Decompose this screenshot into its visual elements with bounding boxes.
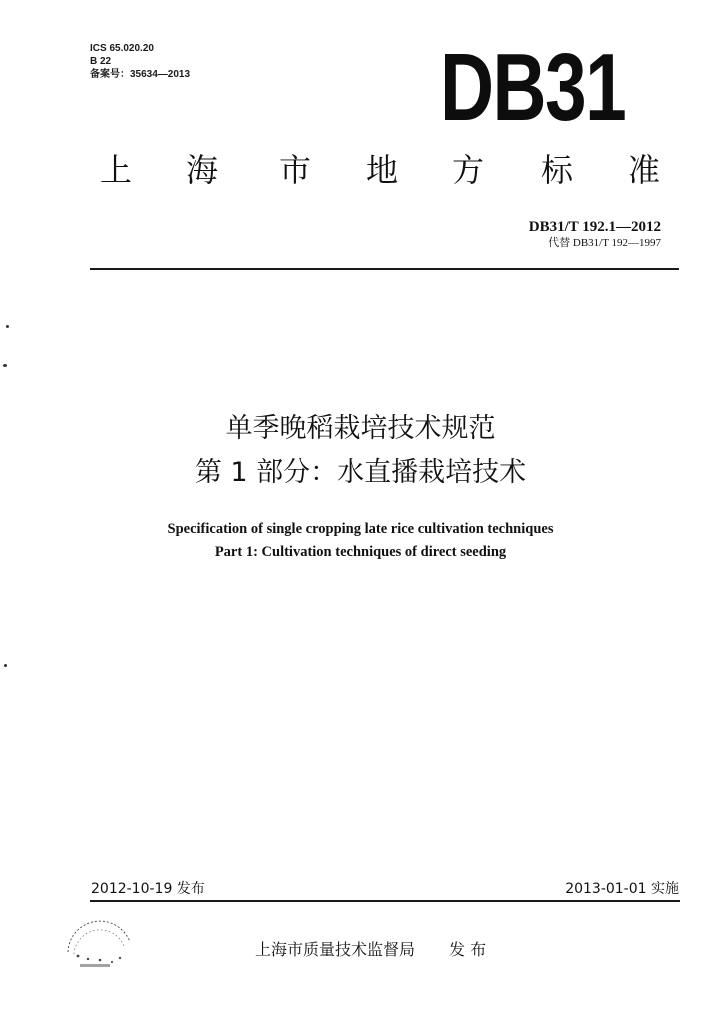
standard-code-block — [529, 218, 661, 250]
publish-date: 2012-10-19 发布 — [91, 881, 205, 897]
title-en-line2: Part 1: Cultivation techniques of direct seeding — [214, 544, 507, 560]
title-cn-line2: 第 1 部分：水直播栽培技术 — [194, 457, 527, 488]
seal-stamp-icon — [58, 912, 140, 974]
standard-type-char: 上 — [100, 151, 133, 189]
issuer-name: 上海市质量技术监督局 — [255, 940, 416, 959]
standard-type-title — [0, 152, 721, 192]
standard-type-char: 准 — [628, 151, 661, 189]
title-en-line1: Specification of single cropping late rice cultivation techniques — [167, 521, 554, 537]
standard-type-char: 方 — [452, 151, 485, 189]
standard-type-char: 地 — [366, 151, 399, 189]
title-cn-line1: 单季晚稻栽培技术规范 — [225, 413, 496, 444]
issuer-line — [255, 940, 486, 960]
top-divider — [90, 268, 679, 270]
bottom-divider — [90, 900, 680, 902]
scan-speck — [6, 325, 9, 328]
replaces-standard: 代替 DB31/T 192—1997 — [548, 237, 661, 249]
effective-date: 2013-01-01 实施 — [565, 881, 679, 897]
scan-speck — [3, 364, 7, 367]
standard-type-char: 海 — [186, 151, 219, 189]
filing-number: 备案号：35634—2013 — [90, 69, 191, 80]
issue-word: 发 布 — [449, 940, 487, 959]
db31-logo: DB31 — [440, 34, 626, 141]
header-metadata — [90, 42, 190, 81]
standard-type-char: 市 — [279, 151, 312, 189]
ics-code: ICS 65.020.20 — [90, 43, 154, 54]
standard-type-char: 标 — [541, 151, 574, 189]
standard-number: DB31/T 192.1—2012 — [528, 219, 661, 235]
classification-code: B 22 — [90, 56, 112, 67]
scan-speck — [4, 664, 7, 667]
